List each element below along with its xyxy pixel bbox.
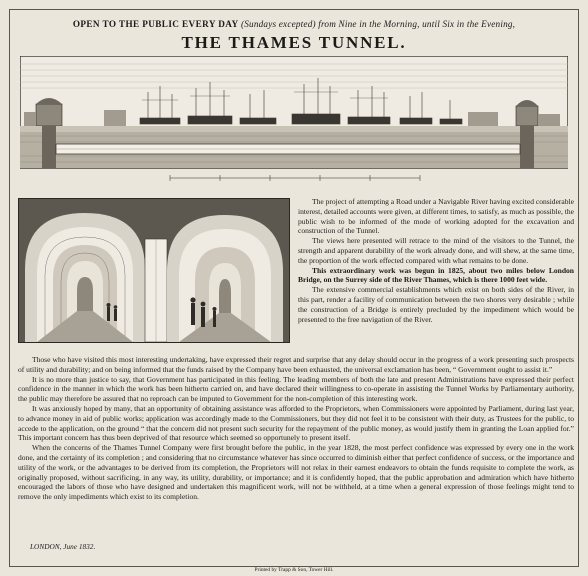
opening-hours-line [20,19,568,29]
intro-column [298,197,574,324]
paragraph-commissioners: It was anxiously hoped by many, that an opportunity of obtaining assistance was afforded to the Proprietors, when Commissioners were appointed by Parliament, during last year, to advance money in aid of public works; application was accordingly made to the Commissioners, but they did not feel it to be consistent with their duty, as Trustees for the public, to accede to the application, on the ground “ that the concern did not present such security for the repayment of the public money, as would justify them in granting the Loan applied for.” This important concern has thus been deprived of that resource which seemed so opportunely to present itself. [18,403,574,443]
paragraph-begun: This extraordinary work was begun in 1825, about two miles below London Bridge, on the Surrey side of the River Thames, which is there 1000 feet wide. [298,265,574,285]
tunnel-interior-engraving [18,198,290,343]
paragraph-project: The project of attempting a Road under a Navigable River having excited considerable interest, detailed accounts were given, at different times, to satisfy, as much as possible, the public wish to be informed of the mode of working adopted for the excavation and construction of the Tunnel. [298,197,574,236]
river-section-engraving [20,56,568,188]
opening-caps-text: OPEN TO THE PUBLIC EVERY DAY [72,19,239,29]
opening-italic-text: (Sundays excepted) from Nine in the Morning, until Six in the Evening, [240,19,516,29]
page-title: THE THAMES TUNNEL. [181,33,407,52]
main-text [18,355,574,502]
paragraph-visitors: Those who have visited this most interesting undertaking, have expressed their regret and surprise that any delay should occur in the progress of a work presenting such prospects of utility and durability; and on being informed that the funds raised by the Company have been exhausted, the universal exclamation has been, “ Government ought to assist it.” [18,355,574,374]
paragraph-government: It is no more than justice to say, that Government has participated in this feeling. The leading members of both the late and present Administrations have expressed their perfect confidence in the manner in which the work has been hitherto carried on, and have declared their willingness to co-operate in assisting the Tunnel Works by Parliamentary authority, the public may therefore be assured that no reproach can be imputed to Government for the non-completion of this interesting work. [18,374,574,404]
paragraph-views: The views here presented will retrace to the mind of the visitors to the Tunnel, the strength and apparent durability of the work already done, and will shew, at the same time, the proportion of the work effected compared with what remains to be done. [298,236,574,265]
printer-imprint: Printed by Trapp & Son, Tower Hill. [254,567,334,573]
paragraph-completion: When the concerns of the Thames Tunnel Company were first brought before the public, in the year 1828, the most perfect confidence was expressed by every one in the work done, and the certainty of its completion ; and considering that no circumstance whatever has since occurred to diminish either that perfect confidence of success, or the importance and utility of the work, or the advantages to be derived from its completion, the Proprietors will not relax in their earnest endeavors to obtain the funds requisite to complete the work, as originally proposed, without sacrificing, in any way, its utility, durability, or importance; and it is confidently hoped, that the public approbation and admiration which have hitherto encouraged the labors of those who have designed and undertaken this magnificent work, will not be withheld, at a time when a general expression of those feelings might tend to remove the only impediments which exist to its completion. [18,443,574,502]
place-date-signature: LONDON, June 1832. [30,542,96,551]
paragraph-commercial: The extensive commercial establishments which exist on both sides of the River, in this part, render a facility of communication between the two shores very desirable ; while the construction of a Bridge is entirely precluded by the impediment which would be presented to the free navigation of the River. [298,285,574,324]
